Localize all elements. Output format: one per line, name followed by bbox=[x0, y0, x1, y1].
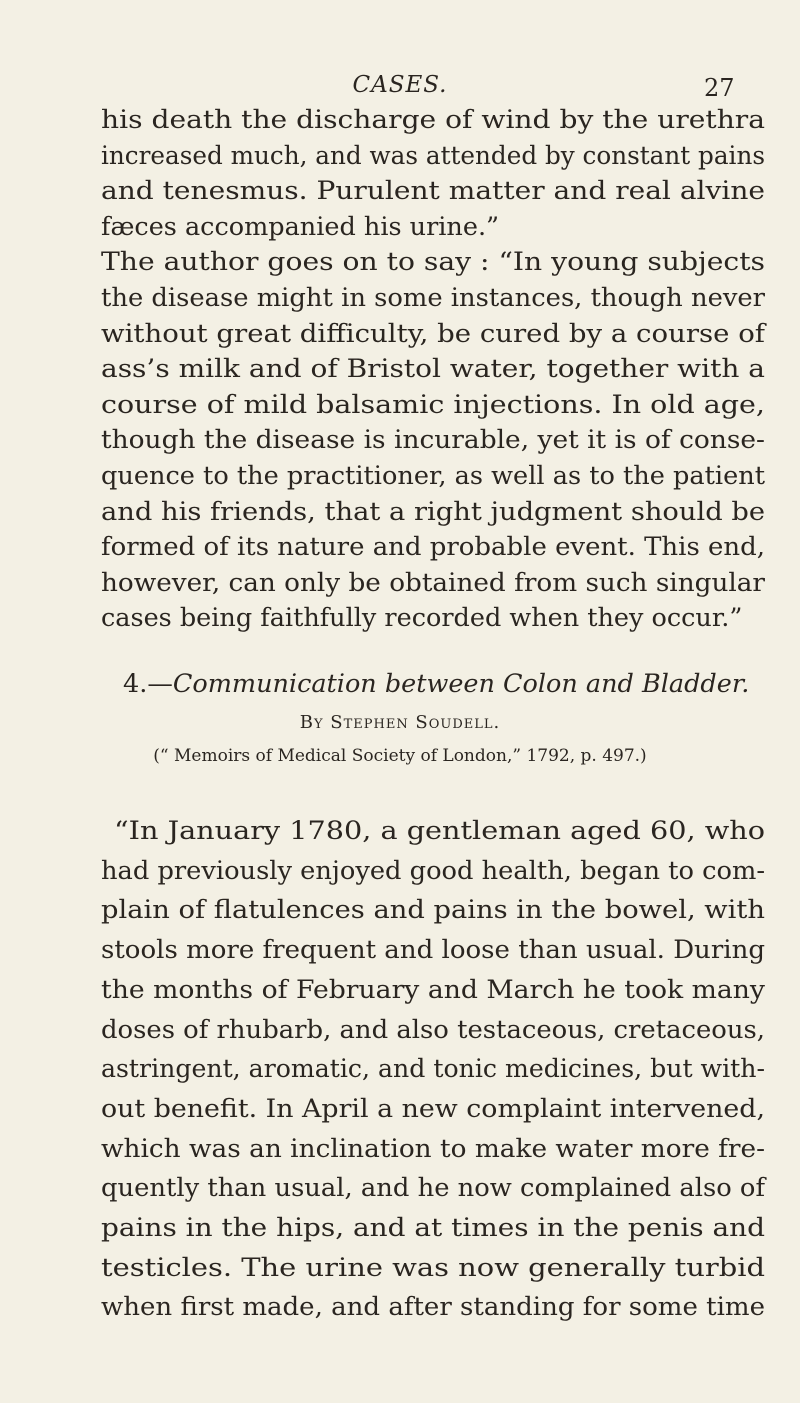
line-text: the months of February and March he took many bbox=[101, 974, 765, 1005]
text-line bbox=[0, 1208, 800, 1248]
section-number: 4.— bbox=[123, 669, 173, 699]
line-text: quence to the practitioner, as well as to the patient bbox=[101, 461, 765, 491]
line-text: “In January 1780, a gentleman aged 60, who bbox=[114, 816, 765, 846]
line-text: formed of its nature and probable event. This end, bbox=[101, 532, 765, 563]
text-line bbox=[0, 100, 800, 140]
line-text: cases being faithfully recorded when they occur.” bbox=[101, 603, 743, 634]
line-text: and tenesmus. Purulent matter and real alvine bbox=[101, 176, 765, 207]
line-text: ass’s milk and of Bristol water, together with a bbox=[101, 354, 766, 385]
line-text: astringent, aromatic, and tonic medicines, but with- bbox=[101, 1054, 765, 1085]
text-line bbox=[0, 314, 800, 354]
line-text: however, can only be obtained from such singular bbox=[101, 567, 765, 598]
text-line bbox=[0, 207, 800, 247]
line-text: pains in the hips, and at times in the penis and bbox=[101, 1213, 765, 1243]
line-text: testicles. The urine was now generally turbid bbox=[101, 1252, 765, 1283]
line-text: the disease might in some instances, though never bbox=[101, 283, 765, 313]
text-line bbox=[0, 385, 800, 425]
line-text: when first made, and after standing for some time bbox=[101, 1292, 766, 1323]
text-line bbox=[0, 890, 800, 930]
text-line bbox=[0, 171, 800, 211]
text-line bbox=[0, 1129, 800, 1169]
line-text: fæces accompanied his urine.” bbox=[101, 211, 500, 242]
line-text: quently than usual, and he now complained also of bbox=[101, 1173, 766, 1204]
section-heading bbox=[0, 664, 800, 704]
text-line bbox=[0, 492, 800, 532]
text-line bbox=[0, 242, 800, 282]
page-number: 27 bbox=[704, 74, 735, 102]
line-text: which was an inclination to make water more fre- bbox=[101, 1133, 765, 1164]
text-line bbox=[0, 1287, 800, 1327]
running-head: CASES. bbox=[352, 72, 448, 98]
line-text: increased much, and was attended by constant pains bbox=[101, 140, 765, 171]
text-line bbox=[0, 598, 800, 638]
line-text: had previously enjoyed good health, began to com- bbox=[101, 855, 765, 886]
text-line bbox=[0, 1168, 800, 1208]
text-line bbox=[0, 563, 800, 603]
line-text: though the disease is incurable, yet it is of conse- bbox=[101, 425, 765, 456]
text-line bbox=[0, 527, 800, 567]
text-line bbox=[0, 278, 800, 318]
text-line bbox=[0, 456, 800, 496]
line-text: without great difficulty, be cured by a course of bbox=[101, 318, 765, 349]
line-text: doses of rhubarb, and also testaceous, cretaceous, bbox=[101, 1014, 765, 1045]
section-source: (“ Memoirs of Medical Society of London,” 1792, p. 497.) bbox=[153, 746, 647, 766]
line-text: plain of flatulences and pains in the bowel, with bbox=[101, 895, 765, 926]
text-line bbox=[0, 970, 800, 1010]
text-line bbox=[0, 420, 800, 460]
text-line bbox=[0, 851, 800, 891]
section-title: Communication between Colon and Bladder. bbox=[172, 669, 750, 699]
line-text: and his friends, that a right judgment should be bbox=[101, 496, 765, 527]
line-text: out benefit. In April a new complaint intervened, bbox=[101, 1093, 765, 1124]
text-line bbox=[0, 1010, 800, 1050]
section-byline: By Stephen Soudell. bbox=[299, 712, 501, 733]
text-line bbox=[0, 930, 800, 970]
text-line bbox=[0, 1248, 800, 1288]
text-line bbox=[0, 136, 800, 176]
line-text: The author goes on to say : “In young subjects bbox=[101, 247, 765, 278]
text-line bbox=[0, 1049, 800, 1089]
text-line bbox=[0, 811, 800, 851]
text-line bbox=[0, 349, 800, 389]
line-text: course of mild balsamic injections. In old age, bbox=[101, 389, 765, 420]
line-text: his death the discharge of wind by the urethra bbox=[101, 105, 765, 135]
line-text: stools more frequent and loose than usual. During bbox=[101, 935, 765, 966]
text-line bbox=[0, 1089, 800, 1129]
